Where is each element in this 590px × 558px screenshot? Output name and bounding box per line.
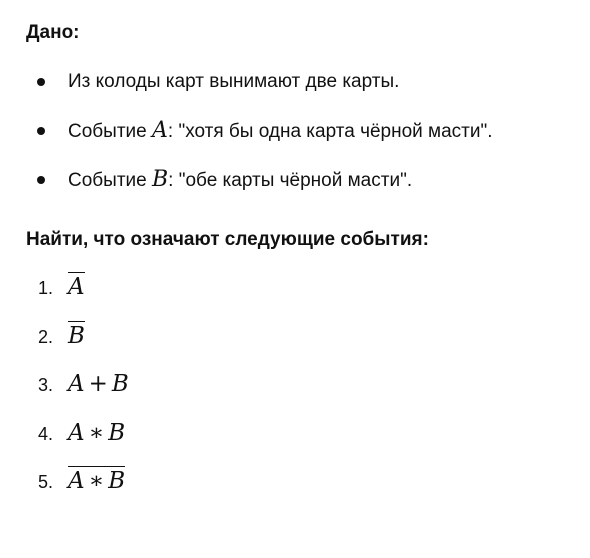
complement-bar [68,321,85,349]
item-number: 5. [38,472,54,492]
bullet-icon [37,127,45,135]
expr-left: A [68,274,85,300]
find-list-item [0,369,590,399]
expr-right: B [108,420,126,446]
event-expression [68,418,125,448]
event-expression [68,321,85,351]
event-description: : "хотя бы одна карта чёрной масти". [167,121,493,142]
complement-bar [68,272,85,300]
expr-right: B [111,371,129,397]
find-list-item [0,466,590,496]
expr-operator: ∗ [88,420,105,446]
given-list-item [0,117,590,145]
bullet-icon [37,78,45,86]
expr-operator: ∗ [88,468,105,494]
complement-bar [68,466,125,494]
item-number: 1. [38,278,54,298]
expr-operator: + [88,371,108,397]
item-number: 2. [38,327,54,347]
event-expression [68,369,129,399]
given-item-text: Из колоды карт вынимают две карты. [68,71,400,92]
find-list-item [0,272,590,302]
expr-right: B [108,468,126,494]
item-number: 3. [38,375,54,395]
event-expression [68,272,85,302]
expr-left: B [68,323,85,349]
given-heading: Дано: [26,22,80,43]
find-heading: Найти, что означают следующие события: [26,229,429,250]
expr-left: A [68,420,85,446]
given-list-item [0,166,590,194]
event-description: : "обе карты чёрной масти". [168,170,413,191]
given-item-text [68,168,412,193]
given-item-text [68,119,493,144]
expr-left: A [68,371,85,397]
event-variable: A [152,118,168,143]
event-variable: B [152,167,169,192]
event-expression [68,466,125,496]
event-prefix: Событие [68,121,152,142]
find-list-item [0,418,590,448]
given-list-item [0,68,590,96]
event-prefix: Событие [68,170,152,191]
item-number: 4. [38,424,54,444]
bullet-icon [37,176,45,184]
find-list-item [0,321,590,351]
expr-left: A [68,468,85,494]
